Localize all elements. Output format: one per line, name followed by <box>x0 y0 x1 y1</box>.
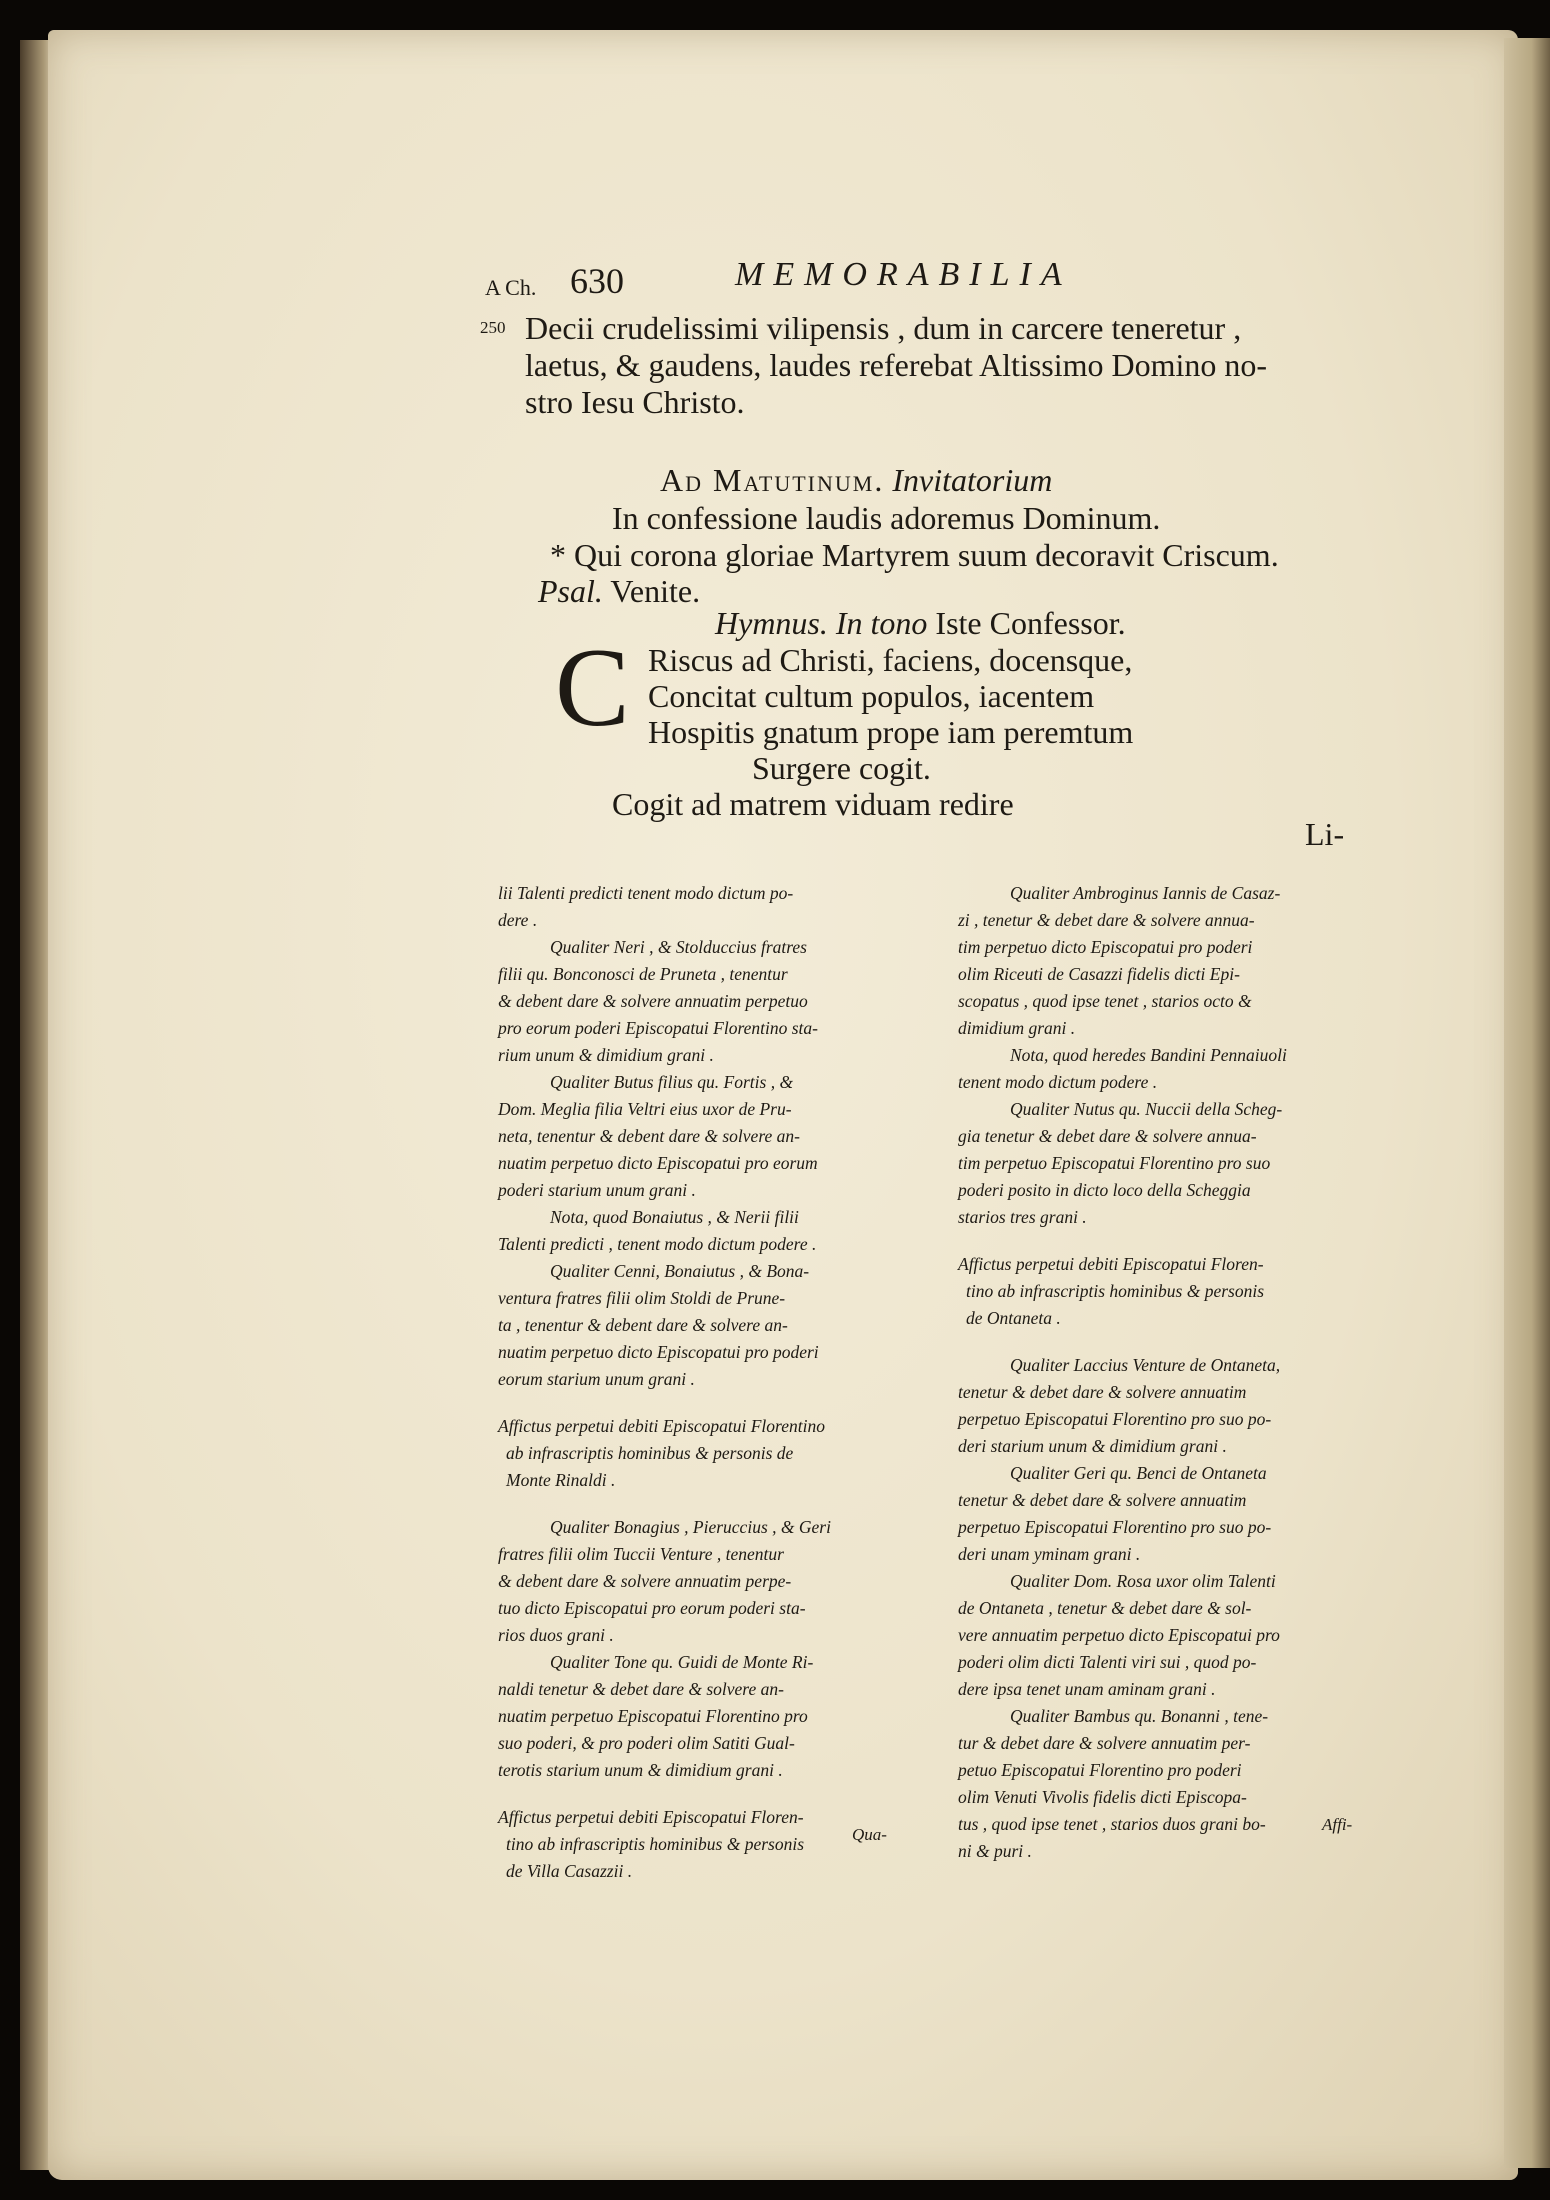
hymn-line-1: Riscus ad Christi, faciens, docensque, <box>648 642 1133 678</box>
text-line: Qualiter Laccius Venture de Ontaneta, <box>1010 1355 1281 1375</box>
text-line: tim perpetuo dicto Episcopatui pro poderi <box>958 937 1253 957</box>
text-line: gia tenetur & debet dare & solvere annua- <box>958 1126 1257 1146</box>
matutinum-label: Ad Matutinum. <box>660 462 885 498</box>
text-line: lii Talenti predicti tenent modo dictum po- <box>498 883 794 903</box>
hymn-line-5: Cogit ad matrem viduam redire <box>612 786 1014 822</box>
paragraph-gap <box>958 1332 1388 1352</box>
text-line: Affictus perpetui debiti Episcopatui Florentino <box>498 1416 825 1436</box>
text-line: de Ontaneta . <box>966 1308 1061 1328</box>
text-line: ab infrascriptis hominibus & personis de <box>506 1443 794 1463</box>
prose-line-1: Decii crudelissimi vilipensis , dum in carcere teneretur , <box>525 310 1242 346</box>
text-line: tuo dicto Episcopatui pro eorum poderi sta- <box>498 1598 806 1618</box>
text-line: nuatim perpetuo dicto Episcopatui pro poderi <box>498 1342 819 1362</box>
text-line: Dom. Meglia filia Veltri eius uxor de Pru- <box>498 1099 792 1119</box>
left-catchword: Qua- <box>852 1825 887 1844</box>
text-line: rium unum & dimidium grani . <box>498 1045 714 1065</box>
text-line: Qualiter Ambroginus Iannis de Casaz- <box>1010 883 1281 903</box>
text-line: olim Venuti Vivolis fidelis dicti Episcopa- <box>958 1787 1247 1807</box>
text-line: Qualiter Geri qu. Benci de Ontaneta <box>1010 1463 1267 1483</box>
text-line: tenetur & debet dare & solvere annuatim <box>958 1382 1247 1402</box>
text-line: ni & puri . <box>958 1841 1032 1861</box>
prose-line-2: laetus, & gaudens, laudes referebat Altissimo Domino no- <box>525 347 1268 383</box>
invitatorium-line-1: In confessione laudis adoremus Dominum. <box>612 500 1161 536</box>
text-line: tim perpetuo Episcopatui Florentino pro suo <box>958 1153 1271 1173</box>
text-line: tenent modo dictum podere . <box>958 1072 1158 1092</box>
paragraph-gap <box>498 1393 938 1413</box>
text-line: de Ontaneta , tenetur & debet dare & sol- <box>958 1598 1252 1618</box>
text-line: Talenti predicti , tenent modo dictum podere . <box>498 1234 817 1254</box>
in-tono-label: In tono <box>835 605 928 641</box>
text-line: fratres filii olim Tuccii Venture , tenentur <box>498 1544 784 1564</box>
text-line: deri unam yminam grani . <box>958 1544 1141 1564</box>
invitatorium-label: Invitatorium <box>892 462 1053 498</box>
text-line: Affictus perpetui debiti Episcopatui Floren- <box>498 1807 804 1827</box>
text-line: de Villa Casazzii . <box>506 1861 633 1881</box>
text-line: scopatus , quod ipse tenet , starios octo & <box>958 991 1252 1011</box>
text-line: nuatim perpetuo dicto Episcopatui pro eorum <box>498 1153 818 1173</box>
text-line: & debent dare & solvere annuatim perpetuo <box>498 991 808 1011</box>
text-line: Nota, quod heredes Bandini Pennaiuoli <box>1010 1045 1287 1065</box>
hymn-line-4: Surgere cogit. <box>752 750 931 786</box>
paragraph-gap <box>498 1784 938 1804</box>
iste-confessor: Iste Confessor. <box>935 605 1126 641</box>
right-column <box>958 880 1388 1865</box>
text-line: Qualiter Cenni, Bonaiutus , & Bona- <box>550 1261 810 1281</box>
text-line: poderi starium unum grani . <box>498 1180 696 1200</box>
paragraph-gap <box>498 1494 938 1514</box>
text-line: & debent dare & solvere annuatim perpe- <box>498 1571 792 1591</box>
text-line: terotis starium unum & dimidium grani . <box>498 1760 783 1780</box>
text-line: tino ab infrascriptis hominibus & personis <box>966 1281 1265 1301</box>
text-line: tur & debet dare & solvere annuatim per- <box>958 1733 1251 1753</box>
hymn-line-2: Concitat cultum populos, iacentem <box>648 678 1095 714</box>
right-catchword: Affi- <box>1322 1815 1353 1834</box>
text-line: poderi olim dicti Talenti viri sui , quod po- <box>958 1652 1257 1672</box>
text-line: vere annuatim perpetuo dicto Episcopatui pro <box>958 1625 1280 1645</box>
text-line: zi , tenetur & debet dare & solvere annua- <box>958 910 1255 930</box>
text-line: dere . <box>498 910 538 930</box>
prose-line-3: stro Iesu Christo. <box>525 384 745 420</box>
text-line: Qualiter Neri , & Stolduccius fratres <box>550 937 807 957</box>
text-line: ventura fratres filii olim Stoldi de Prune- <box>498 1288 786 1308</box>
paragraph-gap <box>958 1231 1388 1251</box>
text-line: pro eorum poderi Episcopatui Florentino sta- <box>498 1018 818 1038</box>
text-line: Qualiter Tone qu. Guidi de Monte Ri- <box>550 1652 814 1672</box>
hymnus-heading <box>715 605 1126 642</box>
text-line: naldi tenetur & debet dare & solvere an- <box>498 1679 784 1699</box>
text-line: perpetuo Episcopatui Florentino pro suo po- <box>958 1517 1272 1537</box>
text-line: tino ab infrascriptis hominibus & personis <box>506 1834 805 1854</box>
anno-christi-label: A Ch. <box>485 275 537 300</box>
hymnus-label: Hymnus. <box>715 605 828 641</box>
text-line: Qualiter Dom. Rosa uxor olim Talenti <box>1010 1571 1276 1591</box>
psal-text: Venite. <box>610 573 701 609</box>
text-line: Affictus perpetui debiti Episcopatui Floren- <box>958 1254 1264 1274</box>
text-line: dere ipsa tenet unam aminam grani . <box>958 1679 1216 1699</box>
text-line: tenetur & debet dare & solvere annuatim <box>958 1490 1247 1510</box>
left-column <box>498 880 938 1885</box>
psalm-line <box>538 573 700 610</box>
text-line: nuatim perpetuo Episcopatui Florentino pro <box>498 1706 808 1726</box>
text-line: dimidium grani . <box>958 1018 1076 1038</box>
stacked-pages-edge <box>1504 38 1550 2168</box>
running-title: MEMORABILIA <box>735 256 1072 293</box>
matutinum-heading <box>660 462 1052 499</box>
text-line: Monte Rinaldi . <box>506 1470 616 1490</box>
text-line: filii qu. Bonconosci de Pruneta , tenentur <box>498 964 788 984</box>
text-line: starios tres grani . <box>958 1207 1087 1227</box>
text-line: petuo Episcopatui Florentino pro poderi <box>958 1760 1242 1780</box>
text-line: eorum starium unum grani . <box>498 1369 695 1389</box>
text-line: neta, tenentur & debent dare & solvere an- <box>498 1126 800 1146</box>
text-line: Qualiter Nutus qu. Nuccii della Scheg- <box>1010 1099 1283 1119</box>
text-line: rios duos grani . <box>498 1625 614 1645</box>
text-line: Nota, quod Bonaiutus , & Nerii filii <box>550 1207 799 1227</box>
invitatorium-line-2: * Qui corona gloriae Martyrem suum decoravit Criscum. <box>550 537 1279 573</box>
text-line: ta , tenentur & debent dare & solvere an- <box>498 1315 788 1335</box>
text-line: poderi posito in dicto loco della Scheggia <box>958 1180 1251 1200</box>
text-line: tus , quod ipse tenet , starios duos grani bo- <box>958 1814 1266 1834</box>
text-line: Qualiter Bonagius , Pieruccius , & Geri <box>550 1517 831 1537</box>
text-line: perpetuo Episcopatui Florentino pro suo po- <box>958 1409 1272 1429</box>
hymn-line-3: Hospitis gnatum prope iam peremtum <box>648 714 1134 750</box>
margin-year: 250 <box>480 318 506 337</box>
text-line: Qualiter Butus filius qu. Fortis , & <box>550 1072 794 1092</box>
text-line: deri starium unum & dimidium grani . <box>958 1436 1227 1456</box>
upper-catchword: Li- <box>1305 816 1345 852</box>
page-number: 630 <box>570 261 624 301</box>
text-line: olim Riceuti de Casazzi fidelis dicti Epi- <box>958 964 1240 984</box>
psal-label: Psal. <box>538 573 603 609</box>
drop-cap-initial: C <box>555 626 630 750</box>
text-line: suo poderi, & pro poderi olim Satiti Gual- <box>498 1733 795 1753</box>
text-line: Qualiter Bambus qu. Bonanni , tene- <box>1010 1706 1269 1726</box>
